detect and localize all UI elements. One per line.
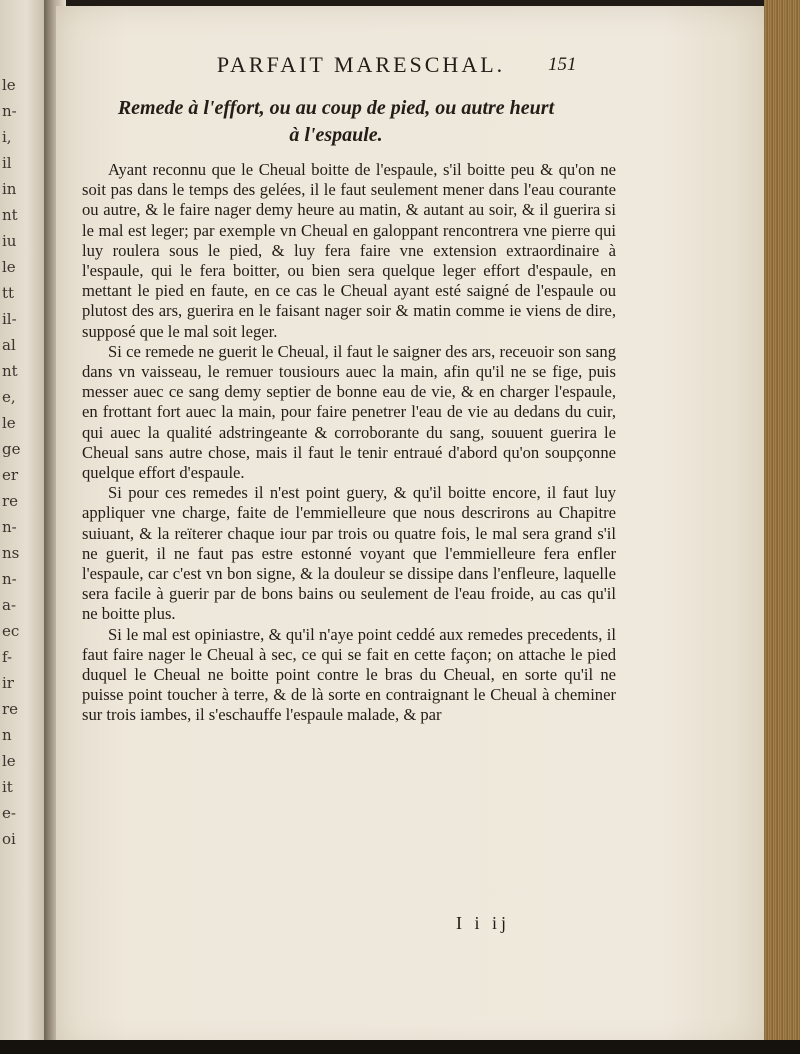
page-number: 151 <box>548 54 577 75</box>
left-page-fragment: a- <box>2 596 17 614</box>
left-page-fragment: e- <box>2 804 16 822</box>
left-page-fragment: i, <box>2 128 12 146</box>
paragraph: Si le mal est opiniastre, & qu'il n'aye point ceddé aux remedes precedents, il faut faire nager le Cheual à sec, ce qui se fait en cette façon; on attache le pied duquel le Cheual ne boitte point contre le bras du Cheual, en sorte qu'il ne puisse point toucher à terre, & de là sorte en contraignant le Cheual à cheminer sur trois iambes, il s'eschauffe l'espaule malade, & par <box>82 624 616 725</box>
left-page-fragment: nt <box>2 362 18 380</box>
left-page-fragment: re <box>2 492 19 510</box>
left-page-fragment: re <box>2 700 19 718</box>
left-page-fragment: iu <box>2 232 17 250</box>
left-page-fragment: il- <box>2 310 17 328</box>
left-page-edge <box>0 0 45 1040</box>
left-page-fragment: n- <box>2 518 17 536</box>
page-content <box>56 0 768 1044</box>
left-page-fragment: le <box>2 258 16 276</box>
section-heading: Remede à l'effort, ou au coup de pied, ou autre heurt à l'espaule. <box>117 97 555 146</box>
left-page-fragment: al <box>2 336 16 354</box>
left-page-fragment: e, <box>2 388 16 406</box>
left-page-fragment: nt <box>2 206 18 224</box>
body-text <box>82 160 616 726</box>
left-page-fragment: it <box>2 778 13 796</box>
left-page-fragment: tt <box>2 284 15 302</box>
left-page-fragment: le <box>2 752 16 770</box>
signature-mark: I i ij <box>456 913 510 933</box>
left-page-fragment: il <box>2 154 12 172</box>
left-page-fragment: n- <box>2 102 17 120</box>
left-page-fragment: ir <box>2 674 14 692</box>
left-page-fragment: f- <box>2 648 13 666</box>
left-page-fragment: oi <box>2 830 16 848</box>
left-page-fragment: n- <box>2 570 17 588</box>
left-page-fragment: le <box>2 414 16 432</box>
left-page-fragment: er <box>2 466 19 484</box>
left-page-fragment: ec <box>2 622 20 640</box>
page-fore-edge <box>764 0 800 1054</box>
paragraph: Si pour ces remedes il n'est point guery, & qu'il boitte encore, il faut luy appliquer vne charge, faite de l'emmielleure que nous descrirons au Chapitre suiuant, & la reïterer chaque iour par trois ou quatre fois, le mal sera grand s'il ne guerit, il ne faut pas estre estonné voyant que l'emmielleure fera enfler l'espaule, car c'est vn bon signe, & la douleur se dissipe dans l'enfleure, laquelle sera facile à guerir par de bons bains ou seulement de l'eau froide, au cas qu'il ne boitte plus. <box>82 483 616 624</box>
left-page-fragment: n <box>2 726 12 744</box>
left-page-fragment: ns <box>2 544 20 562</box>
left-page-fragment: in <box>2 180 17 198</box>
left-page-fragment: ge <box>2 440 21 458</box>
paragraph: Ayant reconnu que le Cheual boitte de l'espaule, s'il boitte peu & qu'on ne soit pas dans le temps des gelées, il le faut seulement mener dans l'eau courante ou autre, & le faire nager demy heure au matin, & autant au soir, & il guerira si le mal est leger; par exemple vn Cheual en galoppant rencontrera vne pierre qui luy roulera sous le pied, & luy fera faire vne extension extraordinaire à l'espaule, qui le fera boitter, ou bien sera quelque leger effort d'espaule, en mettant le pied en faute, en ce cas le Cheual ayant esté saigné de l'espaule ou plutost des ars, guerira en le faisant nager soir & matin comme ie viens de dire, supposé que le mal soit leger. <box>82 160 616 341</box>
paragraph: Si ce remede ne guerit le Cheual, il faut le saigner des ars, receuoir son sang dans vn vaisseau, le remuer tousiours auec la main, afin qu'il ne se fige, puis messer auec ce sang demy septier de bonne eau de vie, & en charger l'espaule, en frottant fort auec la main, pour faire penetrer l'eau de vie au dedans du cuir, qui auec la qualité adstringeante & corroborante du sang, souuent guerira le Cheual sans autre chose, mais il faut le tenir entraué d'abord qu'on soupçonne quelque effort d'espaule. <box>82 341 616 483</box>
left-page-fragment: le <box>2 76 16 94</box>
running-head: PARFAIT MARESCHAL. <box>216 52 506 77</box>
